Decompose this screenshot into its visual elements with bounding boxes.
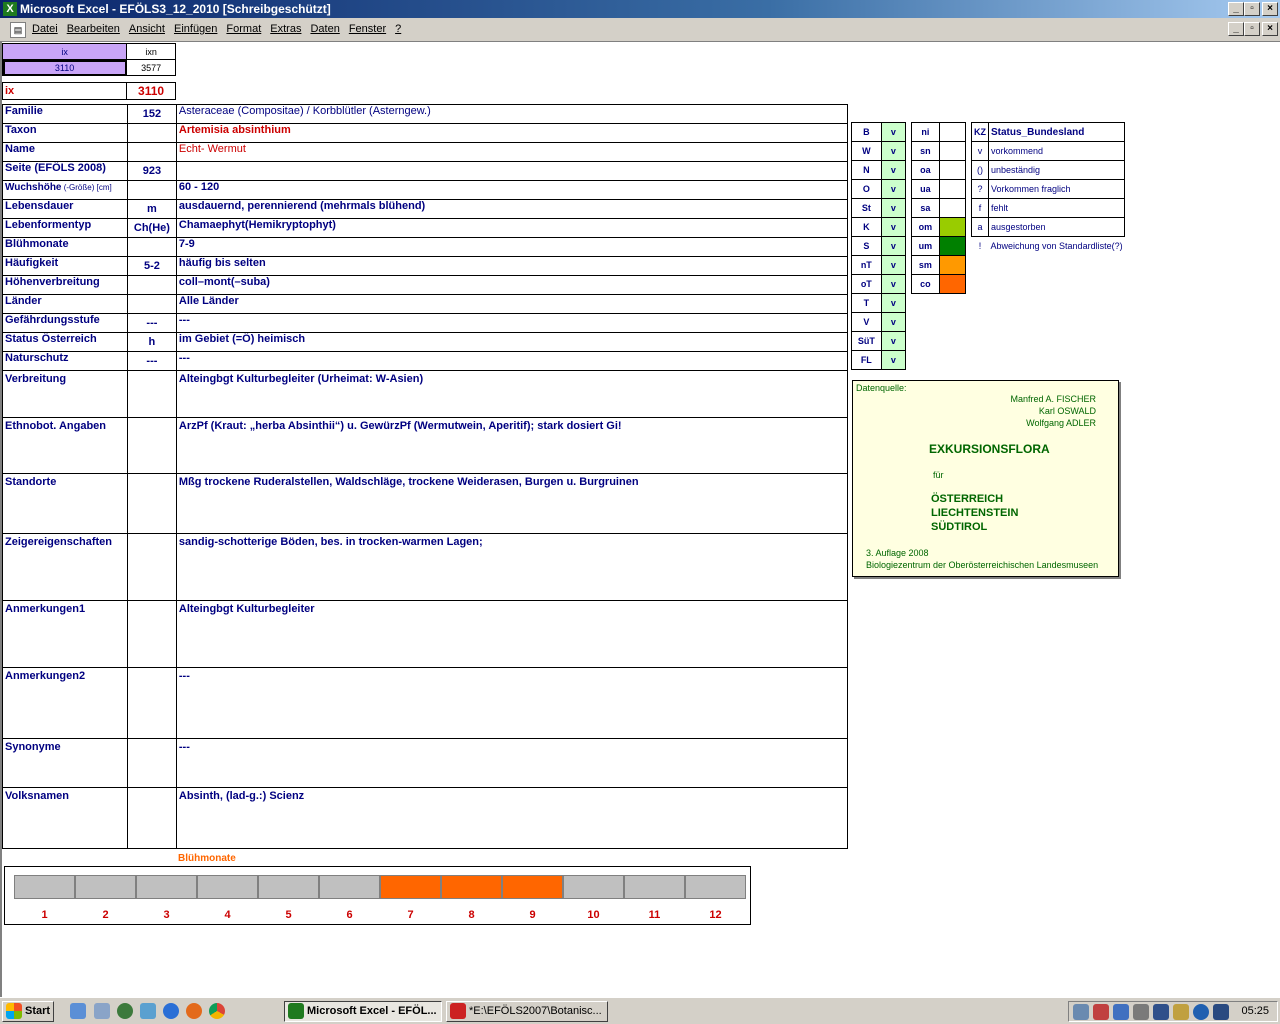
- hoehenstufe-swatch[interactable]: [939, 237, 965, 256]
- hoehenstufe-swatch[interactable]: [939, 161, 965, 180]
- row-label-text: Lebensdauer: [5, 200, 74, 212]
- menu-item-5[interactable]: Extras: [270, 23, 302, 35]
- row-value[interactable]: ---: [176, 668, 847, 739]
- hoehenstufen-table: [911, 122, 966, 294]
- data-row: [3, 257, 848, 276]
- bundesland-code[interactable]: T: [852, 294, 882, 313]
- row-label[interactable]: [3, 238, 128, 257]
- bundesland-row: [852, 218, 906, 237]
- ix-value-cell[interactable]: 3110: [3, 60, 127, 76]
- month-label: 12: [709, 909, 722, 921]
- month-bar-4: [197, 875, 258, 899]
- ix-header-table: [2, 43, 176, 76]
- task-excel[interactable]: [284, 1001, 442, 1022]
- menu-item-3[interactable]: Einfügen: [173, 23, 218, 35]
- row-label-text: Taxon: [5, 124, 37, 136]
- menu-item-0[interactable]: Datei: [32, 23, 58, 35]
- bundesland-status[interactable]: v: [881, 351, 905, 370]
- bundesland-status[interactable]: v: [881, 237, 905, 256]
- bundesland-code[interactable]: B: [852, 123, 882, 142]
- bundesland-row: [852, 332, 906, 351]
- bundesland-row: [852, 256, 906, 275]
- hoehenstufe-row: [912, 142, 966, 161]
- row-label[interactable]: [3, 276, 128, 295]
- row-code[interactable]: [127, 418, 176, 474]
- row-value[interactable]: Chamaephyt(Hemikryptophyt): [176, 219, 847, 238]
- edition-info: [866, 547, 1098, 571]
- text-row: [3, 534, 848, 601]
- bundesland-row: [852, 161, 906, 180]
- row-value[interactable]: Asteraceae (Compositae) / Korbblütler (Asterngew.): [176, 105, 847, 124]
- row-value[interactable]: 60 - 120: [176, 181, 847, 200]
- kz-code[interactable]: KZ: [972, 123, 989, 142]
- row-label-text: Häufigkeit: [5, 257, 59, 269]
- task-explorer-label: *E:\EFÖLS2007\Botanisc...: [469, 1005, 602, 1017]
- row-label-text: Höhenverbreitung: [5, 276, 100, 288]
- row-code[interactable]: 923: [127, 162, 176, 181]
- row-label[interactable]: [3, 143, 128, 162]
- text-row: [3, 739, 848, 788]
- month-label: 8: [468, 909, 475, 921]
- row-code[interactable]: [127, 124, 176, 143]
- row-value[interactable]: ArzPf (Kraut: „herba Absinthii“) u. GewürzPf (Wermutwein, Aperitif); stark dosiert Gi!: [176, 418, 847, 474]
- month-bar-7: [380, 875, 441, 899]
- row-code[interactable]: ---: [127, 352, 176, 371]
- kz-row: [972, 180, 1125, 199]
- row-label-text: Wuchshöhe: [5, 182, 62, 193]
- bundesland-status[interactable]: v: [881, 332, 905, 351]
- month-bar-2: [75, 875, 136, 899]
- row-code[interactable]: [127, 371, 176, 418]
- row-label[interactable]: Volksnamen: [3, 788, 128, 849]
- row-code[interactable]: [127, 295, 176, 314]
- data-row: [3, 181, 848, 200]
- region-1: ÖSTERREICH: [931, 493, 1004, 505]
- kz-row: [972, 237, 1125, 256]
- month-label: 2: [102, 909, 109, 921]
- row-label-text: Familie: [5, 105, 43, 117]
- menu-item-7[interactable]: Fenster: [348, 23, 387, 35]
- row-label[interactable]: [3, 219, 128, 238]
- text-row: [3, 418, 848, 474]
- data-row: [3, 238, 848, 257]
- bundesland-code[interactable]: N: [852, 161, 882, 180]
- text-row: [3, 474, 848, 534]
- taskbar: [0, 997, 1280, 1024]
- bundesland-code[interactable]: V: [852, 313, 882, 332]
- bundesland-code[interactable]: FL: [852, 351, 882, 370]
- author-2: Karl OSWALD: [1038, 406, 1096, 416]
- bundesland-code[interactable]: W: [852, 142, 882, 161]
- kz-row: [972, 123, 1125, 142]
- hoehenstufe-row: [912, 123, 966, 142]
- month-label: 9: [529, 909, 536, 921]
- tray-network-icon[interactable]: [1073, 1004, 1089, 1020]
- menu-item-2[interactable]: Ansicht: [128, 23, 165, 35]
- row-code[interactable]: [127, 739, 176, 788]
- kz-row: [972, 218, 1125, 237]
- tray-security-icon[interactable]: [1213, 1004, 1229, 1020]
- bundesland-code[interactable]: O: [852, 180, 882, 199]
- bundesland-status[interactable]: v: [881, 161, 905, 180]
- hoehenstufe-code[interactable]: sm: [912, 256, 940, 275]
- quicklaunch-browser-icon[interactable]: [163, 1003, 179, 1019]
- kz-row: [972, 142, 1125, 161]
- kz-text[interactable]: ausgestorben: [989, 218, 1125, 237]
- data-row: [3, 295, 848, 314]
- hoehenstufe-row: [912, 275, 966, 294]
- row-label[interactable]: [3, 124, 128, 143]
- kz-code[interactable]: a: [972, 218, 989, 237]
- row-code[interactable]: [127, 534, 176, 601]
- bundesland-row: [852, 199, 906, 218]
- row-label-text: Name: [5, 143, 35, 155]
- task-explorer[interactable]: [446, 1001, 608, 1022]
- hoehenstufe-row: [912, 256, 966, 275]
- bundesland-status[interactable]: v: [881, 313, 905, 332]
- row-value[interactable]: Alle Länder: [176, 295, 847, 314]
- bundesland-code[interactable]: St: [852, 199, 882, 218]
- row-label[interactable]: Standorte: [3, 474, 128, 534]
- main-data-table: [2, 104, 848, 849]
- row-value[interactable]: häufig bis selten: [176, 257, 847, 276]
- row-value[interactable]: [176, 162, 847, 181]
- hoehenstufe-row: [912, 161, 966, 180]
- text-row: [3, 788, 848, 849]
- menu-item-1[interactable]: Bearbeiten: [66, 23, 120, 35]
- quicklaunch-firefox-icon[interactable]: [186, 1003, 202, 1019]
- month-bar-1: [14, 875, 75, 899]
- author-1: Manfred A. FISCHER: [1010, 394, 1096, 404]
- ix-header-label[interactable]: ix: [3, 44, 127, 60]
- ix-row-value[interactable]: 3110: [127, 83, 176, 100]
- kz-text[interactable]: unbeständig: [989, 161, 1125, 180]
- menu-bar: [0, 18, 1280, 42]
- kz-text[interactable]: fehlt: [989, 199, 1125, 218]
- doc-restore-icon[interactable]: ▫: [1244, 22, 1260, 36]
- edition: 3. Auflage 2008: [866, 548, 929, 558]
- menu-items: [32, 23, 401, 35]
- data-row: [3, 352, 848, 371]
- start-button[interactable]: [2, 1001, 54, 1022]
- hoehenstufe-row: [912, 218, 966, 237]
- bundesland-status[interactable]: v: [881, 123, 905, 142]
- row-value[interactable]: ausdauernd, perennierend (mehrmals blühend): [176, 200, 847, 219]
- ix-row-label[interactable]: ix: [3, 83, 127, 100]
- datenquelle-box[interactable]: [852, 380, 1119, 577]
- month-bar-5: [258, 875, 319, 899]
- row-code[interactable]: 5-2: [127, 257, 176, 276]
- ixn-value-cell[interactable]: 3577: [127, 60, 176, 76]
- bundesland-row: [852, 313, 906, 332]
- month-bar-12: [685, 875, 746, 899]
- regions: [931, 492, 1018, 534]
- row-value[interactable]: Alteingbgt Kulturbegleiter: [176, 601, 847, 668]
- row-value[interactable]: Artemisia absinthium: [176, 124, 847, 143]
- kz-text[interactable]: Status_Bundesland: [989, 123, 1125, 142]
- data-row: [3, 333, 848, 352]
- data-row: [3, 105, 848, 124]
- row-label[interactable]: Verbreitung: [3, 371, 128, 418]
- menu-item-6[interactable]: Daten: [310, 23, 340, 35]
- row-code[interactable]: m: [127, 200, 176, 219]
- row-label-suffix: (-Größe) [cm]: [61, 183, 112, 192]
- windows-logo-icon: [6, 1003, 22, 1019]
- data-row: [3, 276, 848, 295]
- kz-code[interactable]: (): [972, 161, 989, 180]
- hoehenstufe-code[interactable]: sn: [912, 142, 940, 161]
- tray-device-icon[interactable]: [1133, 1004, 1149, 1020]
- month-label: 6: [346, 909, 353, 921]
- region-3: SÜDTIROL: [931, 521, 988, 533]
- row-value[interactable]: 7-9: [176, 238, 847, 257]
- row-code[interactable]: [127, 474, 176, 534]
- quicklaunch-desktop-icon[interactable]: [94, 1003, 110, 1019]
- row-label[interactable]: Synonyme: [3, 739, 128, 788]
- row-value[interactable]: coll–mont(–suba): [176, 276, 847, 295]
- row-value[interactable]: Echt- Wermut: [176, 143, 847, 162]
- doc-minimize-icon[interactable]: _: [1228, 22, 1244, 36]
- row-code[interactable]: [127, 601, 176, 668]
- month-bar-8: [441, 875, 502, 899]
- row-label-text: Gefährdungsstufe: [5, 314, 100, 326]
- month-bar-3: [136, 875, 197, 899]
- row-value[interactable]: ---: [176, 739, 847, 788]
- hoehenstufe-code[interactable]: om: [912, 218, 940, 237]
- data-row: [3, 124, 848, 143]
- datenquelle-label: Datenquelle:: [856, 383, 907, 393]
- row-label[interactable]: [3, 162, 128, 181]
- system-tray: [1068, 1001, 1278, 1022]
- row-label[interactable]: [3, 257, 128, 276]
- row-code[interactable]: 152: [127, 105, 176, 124]
- publisher: Biologiezentrum der Oberösterreichischen Landesmuseen: [866, 560, 1099, 570]
- tray-info-icon[interactable]: [1193, 1004, 1209, 1020]
- tray-shield-icon[interactable]: [1153, 1004, 1169, 1020]
- bundesland-row: [852, 123, 906, 142]
- row-value[interactable]: sandig-schotterige Böden, bes. in trocken-warmen Lagen;: [176, 534, 847, 601]
- bundesland-status[interactable]: v: [881, 256, 905, 275]
- hoehenstufe-code[interactable]: oa: [912, 161, 940, 180]
- bundesland-code[interactable]: S: [852, 237, 882, 256]
- bundesland-status[interactable]: v: [881, 180, 905, 199]
- quicklaunch-media-icon[interactable]: [117, 1003, 133, 1019]
- row-code[interactable]: [127, 668, 176, 739]
- month-label: 7: [407, 909, 414, 921]
- hoehenstufe-swatch[interactable]: [939, 199, 965, 218]
- close-icon[interactable]: ×: [1262, 2, 1278, 16]
- month-bar-11: [624, 875, 685, 899]
- start-label: Start: [25, 1005, 51, 1017]
- data-row: [3, 219, 848, 238]
- bundesland-code[interactable]: nT: [852, 256, 882, 275]
- hoehenstufe-code[interactable]: um: [912, 237, 940, 256]
- kz-legend-table: [971, 122, 1125, 256]
- row-label-text: Lebenformentyp: [5, 219, 92, 231]
- author-3: Wolfgang ADLER: [1026, 418, 1096, 428]
- row-label[interactable]: Zeigereigenschaften: [3, 534, 128, 601]
- kz-text[interactable]: Vorkommen fraglich: [989, 180, 1125, 199]
- tray-search-icon[interactable]: [1113, 1004, 1129, 1020]
- doc-close-icon[interactable]: ×: [1262, 22, 1278, 36]
- text-row: [3, 371, 848, 418]
- month-bar-10: [563, 875, 624, 899]
- maximize-icon[interactable]: ▫: [1244, 2, 1260, 16]
- hoehenstufe-code[interactable]: ni: [912, 123, 940, 142]
- bundesland-status[interactable]: v: [881, 199, 905, 218]
- month-label: 3: [163, 909, 170, 921]
- bundesland-status[interactable]: v: [881, 218, 905, 237]
- row-label[interactable]: [3, 200, 128, 219]
- bundesland-status[interactable]: v: [881, 294, 905, 313]
- task-excel-label: Microsoft Excel - EFÖL...: [307, 1005, 437, 1017]
- menu-item-4[interactable]: Format: [226, 23, 262, 35]
- row-code[interactable]: [127, 788, 176, 849]
- row-label[interactable]: [3, 295, 128, 314]
- bundesland-table: [851, 122, 906, 370]
- kz-code[interactable]: ?: [972, 180, 989, 199]
- bundesland-code[interactable]: oT: [852, 275, 882, 294]
- bundesland-row: [852, 180, 906, 199]
- tray-mute-icon[interactable]: [1093, 1004, 1109, 1020]
- hoehenstufe-row: [912, 237, 966, 256]
- bundesland-status[interactable]: v: [881, 275, 905, 294]
- hoehenstufe-swatch[interactable]: [939, 218, 965, 237]
- row-label[interactable]: [3, 105, 128, 124]
- row-value[interactable]: ---: [176, 352, 847, 371]
- kz-code[interactable]: v: [972, 142, 989, 161]
- fuer-label: für: [933, 470, 944, 480]
- kz-row: [972, 161, 1125, 180]
- book-title: EXKURSIONSFLORA: [929, 442, 1050, 456]
- bundesland-row: [852, 294, 906, 313]
- hoehenstufe-swatch[interactable]: [939, 142, 965, 161]
- row-code[interactable]: [127, 276, 176, 295]
- hoehenstufe-swatch[interactable]: [939, 275, 965, 294]
- bundesland-row: [852, 237, 906, 256]
- title-bar: [0, 0, 1280, 18]
- region-2: LIECHTENSTEIN: [931, 507, 1019, 519]
- month-bar-6: [319, 875, 380, 899]
- bundesland-status[interactable]: v: [881, 142, 905, 161]
- hoehenstufe-swatch[interactable]: [939, 180, 965, 199]
- data-row: [3, 162, 848, 181]
- excel-icon[interactable]: X: [3, 2, 17, 16]
- row-value[interactable]: Absinth, (lad-g.:) Scienz: [176, 788, 847, 849]
- row-label[interactable]: [3, 314, 128, 333]
- document-icon[interactable]: ▤: [10, 22, 26, 38]
- row-label-text: Status Österreich: [5, 333, 97, 345]
- row-value[interactable]: im Gebiet (=Ö) heimisch: [176, 333, 847, 352]
- row-label[interactable]: Anmerkungen1: [3, 601, 128, 668]
- row-label[interactable]: [3, 333, 128, 352]
- quicklaunch-explorer-icon[interactable]: [140, 1003, 156, 1019]
- kz-text[interactable]: Abweichung von Standardliste(?): [990, 241, 1123, 252]
- text-row: [3, 668, 848, 739]
- minimize-icon[interactable]: _: [1228, 2, 1244, 16]
- bundesland-code[interactable]: K: [852, 218, 882, 237]
- data-row: [3, 200, 848, 219]
- row-label[interactable]: [3, 352, 128, 371]
- month-label: 11: [648, 909, 661, 921]
- ixn-header-label[interactable]: ixn: [127, 44, 176, 60]
- row-code[interactable]: Ch(He): [127, 219, 176, 238]
- month-bar-9: [502, 875, 563, 899]
- row-value[interactable]: Mßg trockene Ruderalstellen, Waldschläge, trockene Weiderasen, Burgen u. Burgruinen: [176, 474, 847, 534]
- data-row: [3, 143, 848, 162]
- hoehenstufe-swatch[interactable]: [939, 123, 965, 142]
- editor-task-icon: [450, 1003, 466, 1019]
- hoehenstufe-code[interactable]: ua: [912, 180, 940, 199]
- bundesland-row: [852, 351, 906, 370]
- excel-task-icon: [288, 1003, 304, 1019]
- tray-warning-icon[interactable]: [1173, 1004, 1189, 1020]
- clock: 05:25: [1241, 1005, 1269, 1017]
- row-label[interactable]: [3, 181, 128, 200]
- authors: [1010, 393, 1096, 429]
- hoehenstufe-code[interactable]: sa: [912, 199, 940, 218]
- hoehenstufe-code[interactable]: co: [912, 275, 940, 294]
- bundesland-row: [852, 275, 906, 294]
- month-label: 4: [224, 909, 231, 921]
- kz-row: [972, 199, 1125, 218]
- row-label-text: Länder: [5, 295, 42, 307]
- data-row: [3, 314, 848, 333]
- row-code[interactable]: h: [127, 333, 176, 352]
- kz-code[interactable]: f: [972, 199, 989, 218]
- kz-text[interactable]: vorkommend: [989, 142, 1125, 161]
- hoehenstufe-row: [912, 180, 966, 199]
- row-value[interactable]: Alteingbgt Kulturbegleiter (Urheimat: W-Asien): [176, 371, 847, 418]
- text-row: [3, 601, 848, 668]
- row-code[interactable]: ---: [127, 314, 176, 333]
- month-label: 5: [285, 909, 292, 921]
- hoehenstufe-swatch[interactable]: [939, 256, 965, 275]
- window-title: Microsoft Excel - EFÖLS3_12_2010 [Schreibgeschützt]: [20, 2, 331, 16]
- row-label-text: Naturschutz: [5, 352, 69, 364]
- row-label-text: Seite (EFÖLS 2008): [5, 162, 106, 174]
- ix-row-table: [2, 82, 176, 100]
- quicklaunch-ie-icon[interactable]: [70, 1003, 86, 1019]
- row-label-text: Blühmonate: [5, 238, 69, 250]
- menu-item-8[interactable]: ?: [395, 23, 402, 35]
- kz-code[interactable]: !: [978, 241, 982, 252]
- row-label[interactable]: Ethnobot. Angaben: [3, 418, 128, 474]
- row-label[interactable]: Anmerkungen2: [3, 668, 128, 739]
- month-label: 1: [41, 909, 48, 921]
- row-code[interactable]: [127, 181, 176, 200]
- row-code[interactable]: [127, 143, 176, 162]
- month-label: 10: [587, 909, 600, 921]
- bundesland-row: [852, 142, 906, 161]
- bundesland-code[interactable]: SüT: [852, 332, 882, 351]
- row-code[interactable]: [127, 238, 176, 257]
- row-value[interactable]: ---: [176, 314, 847, 333]
- bluehmonate-title: Blühmonate: [178, 853, 236, 864]
- hoehenstufe-row: [912, 199, 966, 218]
- quicklaunch-chrome-icon[interactable]: [209, 1003, 225, 1019]
